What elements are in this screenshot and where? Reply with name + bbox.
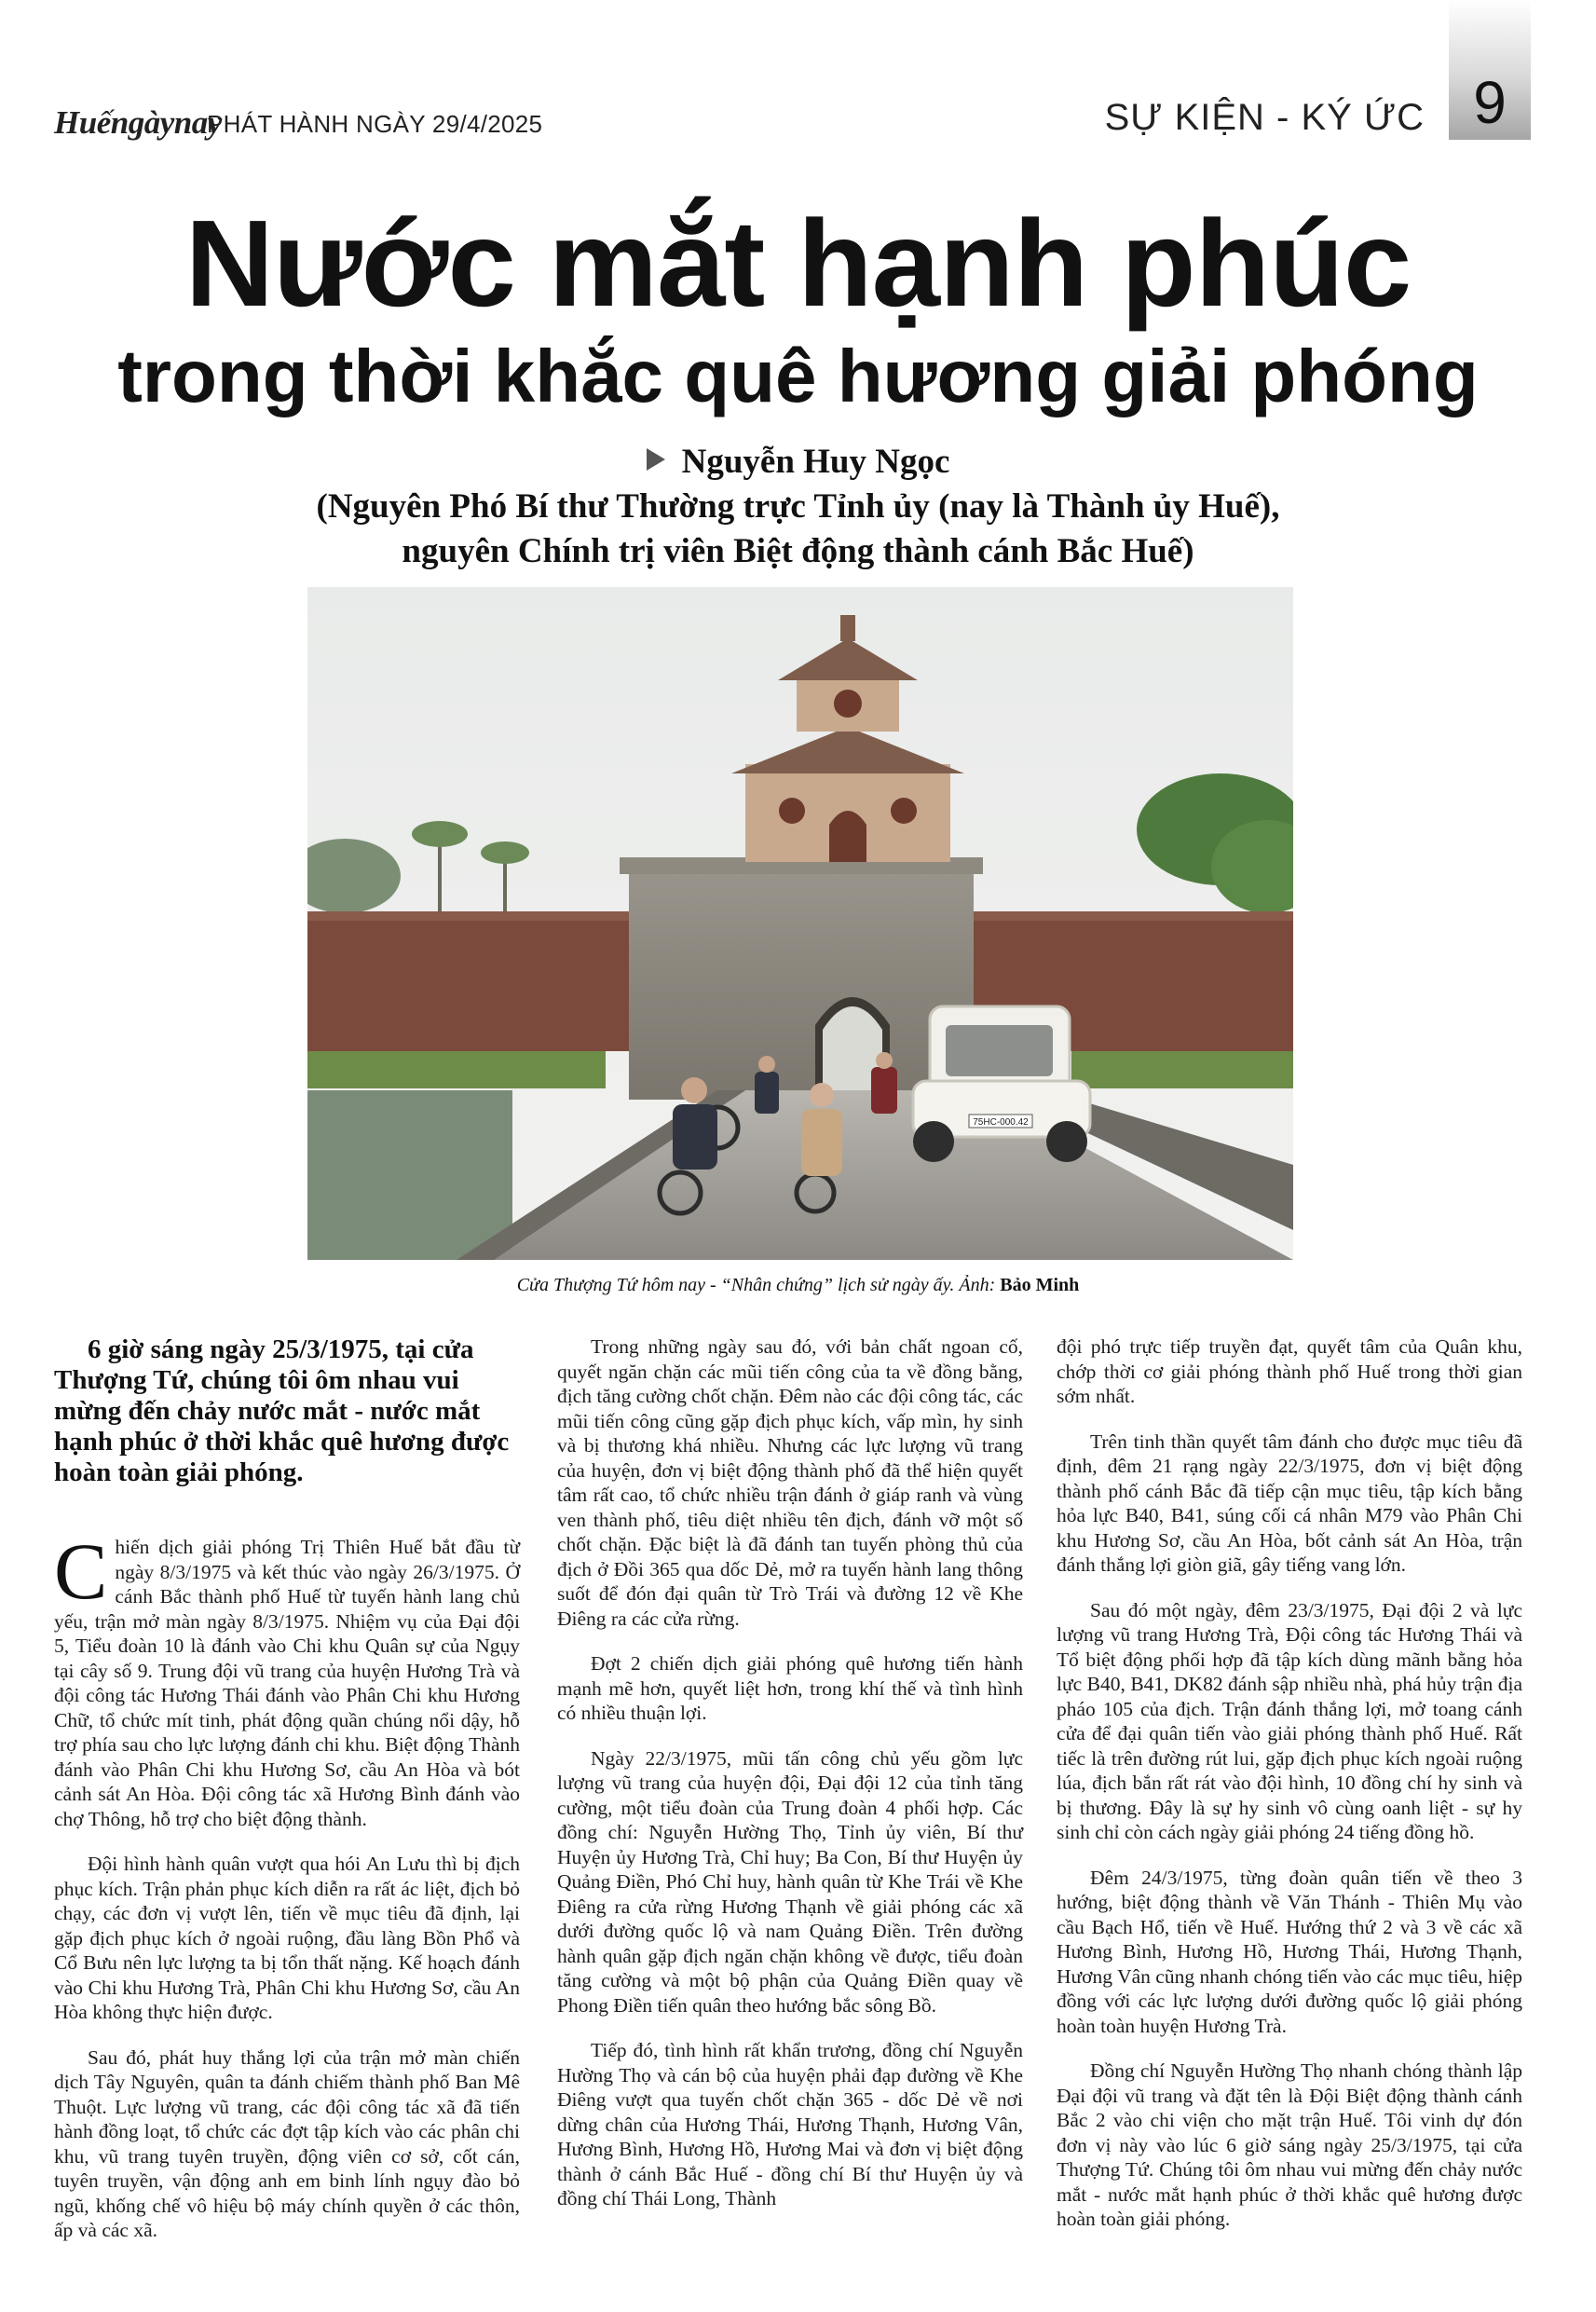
paragraph: Tiếp đó, tình hình rất khẩn trương, đồng chí Nguyễn Hường Thọ và cán bộ của huyện phải đạp đường về Khe Điêng vượt qua tuyến chốt chặn 365 - dốc Dẻ về nơi dừng chân của Hương Thái, Hương Thạnh, Hương Vân, Hương Bình, Hương Hồ, Hương Mai và đơn vị biệt động thành ở cánh Bắc Huế - đồng chí Bí thư Huyện ủy và đồng chí Thái Long, Thành — [557, 2039, 1023, 2209]
masthead-logo: Huếngàynay — [54, 104, 222, 141]
page-number: 9 — [1473, 69, 1507, 136]
drop-cap: C — [54, 1526, 108, 1616]
paragraph: Trong những ngày sau đó, với bản chất ngoan cố, quyết ngăn chặn các mũi tiến công của ta về đồng bằng, địch tăng cường chốt chặn. Đêm nào các đội công tác, các mũi tiến công cũng gặp địch phục kích, vấp mìn, hy sinh và bị thương khá nhiều. Nhưng các lực lượng vũ trang của huyện, đơn vị biệt động thành phố đã thể hiện quyết tâm rất cao, tổ chức nhiều trận đánh ở giáp ranh và vùng ven thành phố, tiêu diệt nhiều tên địch, đánh vỡ một số chốt chặn. Đặc biệt là đã đánh tan tuyến phòng thủ của địch ở Đồi 365 qua dốc Dẻ, mở ra tuyến hành lang thông suốt để đón đại quân từ Trò Trái và đường 12 về Khe Điêng ra các cửa rừng. — [557, 1335, 1023, 1630]
paragraph: Sau đó một ngày, đêm 23/3/1975, Đại đội 2 và lực lượng vũ trang Hương Trà, Đội công tác Hương Thái và Tổ biệt động phối hợp đã tập kích dùng mãnh bằng hỏa lực B40, B41, DK82 đánh sập nhiều nhà, phá hủy trận địa pháo 105 của địch. Trận đánh thắng lợi, mở toang cánh cửa để đại quân tiến vào giải phóng thành phố Huế. Rất tiếc là trên đường rút lui, gặp địch phục kích ngoài ruộng lúa, địch bắn rất rát vào đội hình, 10 đồng chí hy sinh và bị thương. Đây là sự hy sinh vô cùng oanh liệt - sự hy sinh chỉ còn cách ngày giải phóng 24 tiếng đồng hồ. — [1057, 1598, 1522, 1843]
paragraph: Đồng chí Nguyễn Hường Thọ nhanh chóng thành lập Đại đội vũ trang và đặt tên là Đội Biệt động thành cánh Bắc 2 vào chi viện cho mặt trận Huế. Tôi vinh dự đón đơn vị này vào lúc 6 giờ sáng ngày 25/3/1975, tại cửa Thượng Tứ. Chúng tôi ôm nhau vui mừng đến chảy nước mắt - nước mắt hạnh phúc ở thời khắc quê hương được hoàn toàn giải phóng. — [1057, 2059, 1522, 2230]
section-label: SỰ KIỆN - KÝ ỨC — [1104, 97, 1425, 138]
paragraph: Đêm 24/3/1975, từng đoàn quân tiến về theo 3 hướng, biệt động thành về Văn Thánh - Thiên Mụ vào cầu Bạch Hổ, tiến về Huế. Hướng thứ 2 và 3 về các xã Hương Bình, Hương Hồ, Hương Thái, Hương Thạnh, Hương Vân cũng nhanh chóng tiến vào các mục tiêu, hiệp đồng với các lực lượng dưới đường quốc lộ giải phóng hoàn toàn huyện Hương Trà. — [1057, 1866, 1522, 2037]
paragraph: Chiến dịch giải phóng Trị Thiên Huế bắt đầu từ ngày 8/3/1975 và kết thúc vào ngày 26/3/1975. Ở cánh Bắc thành phố Huế từ tuyến hành lang chủ yếu, trận mở màn ngày 8/3/1975. Nhiệm vụ của Đại đội 5, Tiểu đoàn 10 là đánh vào Chi khu Quân sự của Ngụy tại cây số 9. Trung đội vũ trang của huyện Hương Trà và đội công tác Hương Thái đánh vào Phân Chi khu Hương Chữ, tổ chức mít tinh, phát động quần chúng nổi dậy, hỗ trợ phía sau cho lực lượng đánh chi khu. Biệt động Thành đánh vào Phân Chi khu Hương Sơ, cầu An Hòa và bót cảnh sát An Hòa. Đội công tác xã Hương Bình đánh vào chợ Thông, hỗ trợ cho biệt động thành. — [54, 1526, 520, 1830]
article-photo — [307, 587, 1293, 1260]
release-date: PHÁT HÀNH NGÀY 29/4/2025 — [207, 110, 543, 138]
paragraph: Sau đó, phát huy thắng lợi của trận mở màn chiến dịch Tây Nguyên, quân ta đánh chiếm thành phố Ban Mê Thuột. Lực lượng vũ trang, các đội công tác xã đã tiến hành đồng loạt, tổ chức các đợt tập kích vào các phân chi khu, vũ trang tuyên truyền, động viên cơ sở, cốt cán, tuyên truyền, vận động anh em binh lính ngụy đào bỏ ngũ, khống chế vô hiệu bộ máy chính quyền ở các thôn, ấp và các xã. — [54, 2045, 520, 2241]
caption-text: Cửa Thượng Tứ hôm nay - “Nhân chứng” lịch sử ngày ấy. Ảnh: — [516, 1275, 996, 1295]
author-name: Nguyễn Huy Ngọc — [681, 443, 950, 481]
paragraph: Ngày 22/3/1975, mũi tấn công chủ yếu gồm lực lượng vũ trang của huyện đội, Đại đội 12 của tỉnh tăng cường, một tiểu đoàn của Trung đoàn 4 phối hợp. Các đồng chí: Nguyễn Hường Thọ, Tỉnh ủy viên, Bí thư Huyện ủy Hương Trà, Chỉ huy; Ba Con, Bí thư Huyện ủy Quảng Điền, Phó Chỉ huy, hành quân từ Khe Trái về Khe Điêng ra cửa rừng Hương Thạnh về giải phóng các xã dưới đường quốc lộ và nam Quảng Điền. Trên đường hành quân gặp địch ngăn chặn không về được, tiểu đoàn tăng cường và một bộ phận của Quảng Điền quay về Phong Điền tiến quân theo hướng bắc sông Bồ. — [557, 1746, 1023, 2017]
citadel-wall-left — [307, 911, 643, 1051]
column-3 — [1057, 1334, 1522, 2252]
paragraph: Đội hình hành quân vượt qua hói An Lưu thì bị địch phục kích. Trận phản phục kích diễn ra rất ác liệt, địch bỏ chạy, các đơn vị vượt lên, tiến về mục tiêu đã định, lại gặp địch phục kích ở ngoài ruộng, đầu làng Bồn Phổ và Cổ Bưu nên lực lượng ta bị tổn thất nặng. Kế hoạch đánh vào Chi khu Hương Trà, Phân Chi khu Hương Sơ, cầu An Hòa không thực hiện được. — [54, 1853, 520, 2023]
author-role-line-1: (Nguyên Phó Bí thư Thường trực Tỉnh ủy (nay là Thành ủy Huế), — [316, 487, 1280, 526]
gate-base — [629, 867, 974, 1100]
photo-credit: Bảo Minh — [1000, 1275, 1080, 1295]
column-1 — [54, 1334, 520, 2264]
article-subtitle: trong thời khắc quê hương giải phóng — [117, 335, 1479, 417]
article-title: Nước mắt hạnh phúc — [184, 195, 1412, 332]
lead-paragraph: 6 giờ sáng ngày 25/3/1975, tại cửa Thượng Tứ, chúng tôi ôm nhau vui mừng đến chảy nước mắt - nước mắt hạnh phúc ở thời khắc quê hương được hoàn toàn giải phóng. — [54, 1334, 510, 1487]
license-plate: 75HC-000.42 — [973, 1117, 1029, 1128]
author-role-line-2: nguyên Chính trị viên Biệt động thành cánh Bắc Huế) — [402, 532, 1194, 570]
paragraph: Trên tinh thần quyết tâm đánh cho được mục tiêu đã định, đêm 21 rạng ngày 22/3/1975, đơn vị biệt động thành phố cánh Bắc đã tiếp cận mục tiêu, tập kích bằng hỏa lực B40, B41, súng cối cá nhân M79 vào Phân Chi khu Hương Sơ, cầu An Hòa, bốt cảnh sát An Hòa, trận đánh thắng lợi giòn giã, gây tiếng vang lớn. — [1057, 1430, 1522, 1576]
paragraph: đội phó trực tiếp truyền đạt, quyết tâm của Quân khu, chớp thời cơ giải phóng thành phố Huế trong thời gian sớm nhất. — [1057, 1335, 1522, 1407]
byline — [0, 440, 1596, 574]
paragraph: Đợt 2 chiến dịch giải phóng quê hương tiến hành mạnh mẽ hơn, quyết liệt hơn, trong khí thế và tình hình có nhiều thuận lợi. — [557, 1652, 1023, 1724]
play-triangle-icon — [647, 448, 665, 471]
column-2 — [557, 1334, 1023, 2232]
photo-caption — [0, 1275, 1596, 1296]
